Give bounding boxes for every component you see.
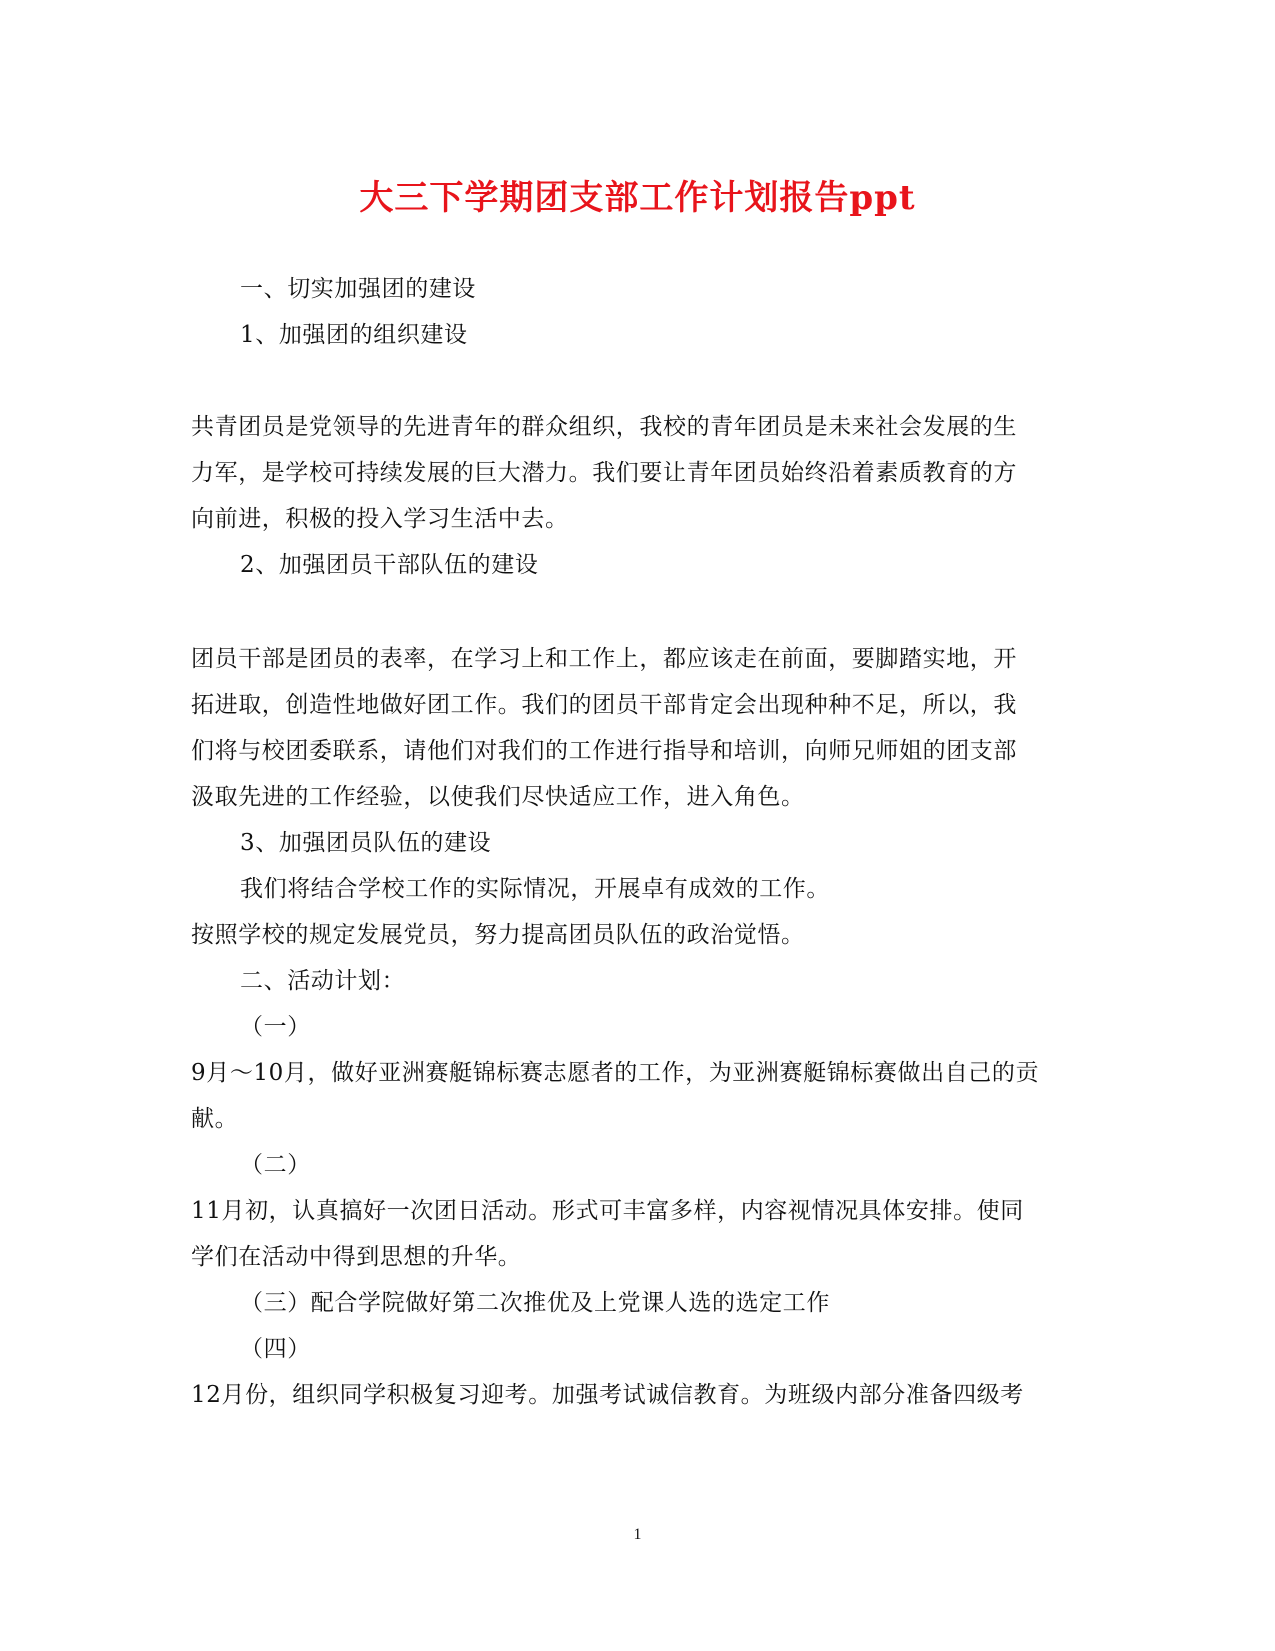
paragraph-line: 11月初，认真搞好一次团日活动。形式可丰富多样，内容视情况具体安排。使同 <box>191 1198 1024 1224</box>
paragraph-line: 汲取先进的工作经验，以使我们尽快适应工作，进入角色。 <box>191 784 805 810</box>
section-heading-2: 二、活动计划： <box>240 968 406 994</box>
item-label-2: （二） <box>240 1152 311 1178</box>
paragraph-line: 拓进取，创造性地做好团工作。我们的团员干部肯定会出现种种不足，所以，我 <box>191 692 1017 718</box>
item-label-4: （四） <box>240 1336 311 1362</box>
section-heading-1: 一、切实加强团的建设 <box>240 276 476 302</box>
paragraph-line: 按照学校的规定发展党员，努力提高团员队伍的政治觉悟。 <box>191 922 805 948</box>
subsection-heading-3: 3、加强团员队伍的建设 <box>240 830 492 856</box>
subsection-heading-2: 2、加强团员干部队伍的建设 <box>240 552 539 578</box>
paragraph-line: 9月～10月，做好亚洲赛艇锦标赛志愿者的工作，为亚洲赛艇锦标赛做出自己的贡 <box>191 1060 1040 1086</box>
document-title: 大三下学期团支部工作计划报告ppt <box>359 178 916 218</box>
paragraph-line: 团员干部是团员的表率，在学习上和工作上，都应该走在前面，要脚踏实地，开 <box>191 646 1017 672</box>
paragraph-line: 共青团员是党领导的先进青年的群众组织，我校的青年团员是未来社会发展的生 <box>191 414 1017 440</box>
subsection-heading-1: 1、加强团的组织建设 <box>240 322 468 348</box>
paragraph-line: 学们在活动中得到思想的升华。 <box>191 1244 522 1270</box>
page-number: 1 <box>633 1526 642 1543</box>
paragraph-line: 12月份，组织同学积极复习迎考。加强考试诚信教育。为班级内部分准备四级考 <box>191 1382 1024 1408</box>
paragraph-line: 力军，是学校可持续发展的巨大潜力。我们要让青年团员始终沿着素质教育的方 <box>191 460 1017 486</box>
paragraph-line: 献。 <box>191 1106 239 1132</box>
paragraph-line: 我们将结合学校工作的实际情况，开展卓有成效的工作。 <box>240 876 830 902</box>
item-label-3: （三）配合学院做好第二次推优及上党课人选的选定工作 <box>240 1290 830 1316</box>
paragraph-line: 向前进，积极的投入学习生活中去。 <box>191 506 569 532</box>
item-label-1: （一） <box>240 1014 311 1040</box>
paragraph-line: 们将与校团委联系，请他们对我们的工作进行指导和培训，向师兄师姐的团支部 <box>191 738 1017 764</box>
